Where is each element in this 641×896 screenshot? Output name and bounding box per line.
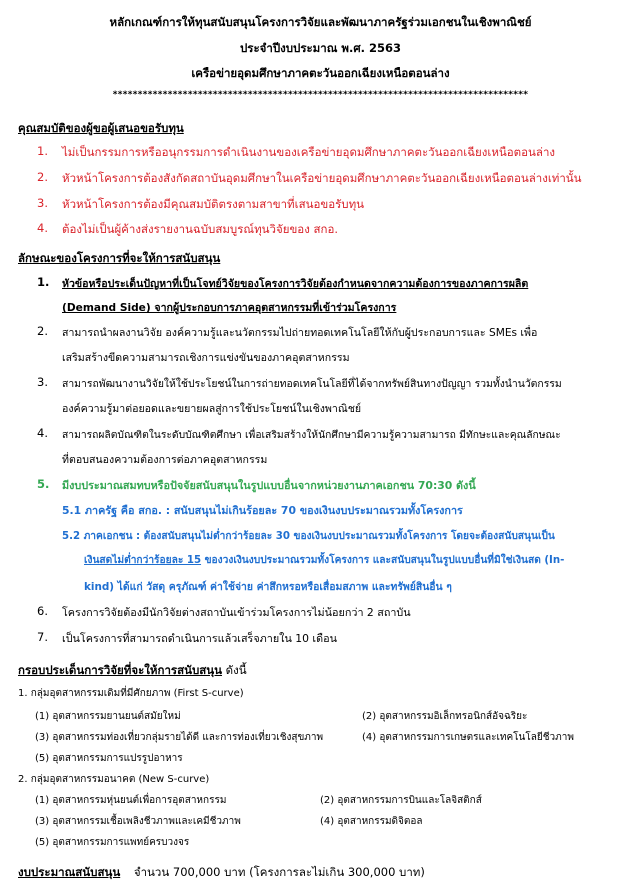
project-characteristics-heading: ลักษณะของโครงการที่จะให้การสนับสนุน (18, 251, 221, 265)
proj-num-4: 4. (37, 426, 48, 440)
proj-num-1: 1. (37, 275, 50, 289)
proj-item-3-line2: องค์ความรู้มาต่อยอดและขยายผลสู่การใช้ประโยชน์ในเชิงพาณิชย์ (62, 403, 362, 415)
doc-fiscal-year: ประจำปีงบประมาณ พ.ศ. 2563 (239, 41, 402, 55)
framework-heading-row (18, 662, 247, 680)
group-2-item-2: (2) อุตสาหกรรมการบินและโลจิสติกส์ (320, 795, 482, 806)
proj-item-3-line1: สามารถพัฒนางานวิจัยให้ใช้ประโยชน์ในการถ่ายทอดเทคโนโลยีที่ได้จากทรัพย์สินทางปัญญา รวมทั้งนำนวัตกรรม (62, 378, 562, 390)
proj-item-1-line1: หัวข้อหรือประเด็นปัญหาที่เป็นโจทย์วิจัยของโครงการวิจัยต้องกำหนดจากความต้องการของภาคการผลิต (62, 278, 529, 290)
qual-num-2: 2. (37, 170, 48, 184)
qual-num-3: 3. (37, 196, 48, 210)
group-1-item-5: (5) อุตสาหกรรมการแปรรูปอาหาร (35, 753, 183, 764)
proj-item-5-2-line3: kind) ได้แก่ วัสดุ ครุภัณฑ์ ค่าใช้จ่าย ค่าสึกหรอหรือเสื่อมสภาพ และทรัพย์สินอื่น ๆ (84, 581, 452, 593)
proj-item-2-line1: สามารถนำผลงานวิจัย องค์ความรู้และนวัตกรรมไปถ่ายทอดเทคโนโลยีให้กับผู้ประกอบการและ SMEs เพื่อ (62, 327, 538, 339)
group-1-item-4: (4) อุตสาหกรรมการเกษตรและเทคโนโลยีชีวภาพ (362, 732, 574, 743)
qual-item-4: ต้องไม่เป็นผู้ค้างส่งรายงานฉบับสมบูรณ์ทุนวิจัยของ สกอ. (62, 222, 339, 236)
proj-item-4-line1: สามารถผลิตบัณฑิตในระดับบัณฑิตศึกษา เพื่อเสริมสร้างให้นักศึกษามีความรู้ความสามารถ มีทักษะและคุณลักษณะ (62, 429, 561, 441)
group-2-title: 2. กลุ่มอุตสาหกรรมอนาคต (New S-curve) (18, 774, 210, 785)
framework-heading-suffix: ดังนี้ (222, 663, 247, 677)
doc-network: เครือข่ายอุดมศึกษาภาคตะวันออกเฉียงเหนือตอนล่าง (191, 66, 450, 80)
proj-num-3: 3. (37, 375, 48, 389)
separator-stars: *********************************************************************************** (112, 90, 529, 100)
proj-item-5-2-line2 (84, 552, 564, 568)
qual-item-2: หัวหน้าโครงการต้องสังกัดสถาบันอุดมศึกษาในเครือข่ายอุดมศึกษาภาคตะวันออกเฉียงเหนือตอนล่างเท่านั้น (62, 171, 582, 185)
doc-title: หลักเกณฑ์การให้ทุนสนับสนุนโครงการวิจัยและพัฒนาภาครัฐร่วมเอกชนในเชิงพาณิชย์ (109, 15, 532, 29)
qual-num-1: 1. (37, 144, 48, 158)
group-2-item-3: (3) อุตสาหกรรมเชื้อเพลิงชีวภาพและเคมีชีวภาพ (35, 816, 241, 827)
proj-item-5-2-line1: 5.2 ภาคเอกชน : ต้องสนับสนุนไม่ต่ำกว่าร้อยละ 30 ของเงินงบประมาณรวมทั้งโครงการ โดยจะต้องสนับสนุนเป็น (62, 531, 555, 542)
budget-row (18, 864, 425, 882)
proj-num-7: 7. (37, 630, 48, 644)
proj-item-2-line2: เสริมสร้างขีดความสามารถเชิงการแข่งขันของภาคอุตสาหกรรม (62, 352, 350, 364)
proj-item-5: มีงบประมาณสมทบหรือปัจจัยสนับสนุนในรูปแบบอื่นจากหน่วยงานภาคเอกชน 70:30 ดังนี้ (62, 479, 476, 492)
qualifications-heading: คุณสมบัติของผู้ขอผู้เสนอขอรับทุน (18, 121, 184, 135)
group-2-item-1: (1) อุตสาหกรรมหุ่นยนต์เพื่อการอุตสาหกรรม (35, 795, 227, 806)
group-1-item-3: (3) อุตสาหกรรมท่องเที่ยวกลุ่มรายได้ดี และการท่องเที่ยวเชิงสุขภาพ (35, 732, 324, 743)
proj-item-1-line2: (Demand Side) จากผู้ประกอบการภาคอุตสาหกรรมที่เข้าร่วมโครงการ (62, 302, 397, 314)
proj-item-5-1: 5.1 ภาครัฐ คือ สกอ. : สนับสนุนไม่เกินร้อยละ 70 ของเงินงบประมาณรวมทั้งโครงการ (62, 504, 463, 517)
proj-num-6: 6. (37, 604, 48, 618)
budget-amount: จำนวน 700,000 บาท (โครงการละไม่เกิน 300,000 บาท) (133, 865, 425, 879)
qual-num-4: 4. (37, 221, 48, 235)
qual-item-3: หัวหน้าโครงการต้องมีคุณสมบัติตรงตามสาขาที่เสนอขอรับทุน (62, 197, 365, 211)
proj-item-6: โครงการวิจัยต้องมีนักวิจัยต่างสถาบันเข้าร่วมโครงการไม่น้อยกว่า 2 สถาบัน (62, 606, 411, 619)
framework-heading: กรอบประเด็นการวิจัยที่จะให้การสนับสนุน (18, 663, 223, 677)
proj-item-4-line2: ที่ตอบสนองความต้องการต่อภาคอุตสาหกรรม (62, 454, 268, 466)
group-2-item-5: (5) อุตสาหกรรมการแพทย์ครบวงจร (35, 837, 190, 848)
cash-min-15-underlined: เงินสดไม่ต่ำกว่าร้อยละ 15 (84, 555, 202, 566)
group-1-item-1: (1) อุตสาหกรรมยานยนต์สมัยใหม่ (35, 711, 181, 722)
proj-item-5-2-line2-rest: ของวงเงินงบประมาณรวมทั้งโครงการ และสนับสนุนในรูปแบบอื่นที่มิใช่เงินสด (In- (201, 555, 565, 566)
group-2-item-4: (4) อุตสาหกรรมดิจิตอล (320, 816, 423, 827)
qual-item-1: ไม่เป็นกรรมการหรืออนุกรรมการดำเนินงานของเครือข่ายอุดมศึกษาภาคตะวันออกเฉียงเหนือตอนล่าง (62, 145, 556, 159)
group-1-title: 1. กลุ่มอุตสาหกรรมเดิมที่มีศักยภาพ (First S-curve) (18, 688, 244, 699)
budget-heading: งบประมาณสนับสนุน (18, 865, 121, 879)
proj-item-7: เป็นโครงการที่สามารถดำเนินการแล้วเสร็จภายใน 10 เดือน (62, 632, 337, 645)
group-1-item-2: (2) อุตสาหกรรมอิเล็กทรอนิกส์อัจฉริยะ (362, 711, 528, 722)
proj-num-2: 2. (37, 324, 48, 338)
proj-num-5: 5. (37, 477, 50, 491)
